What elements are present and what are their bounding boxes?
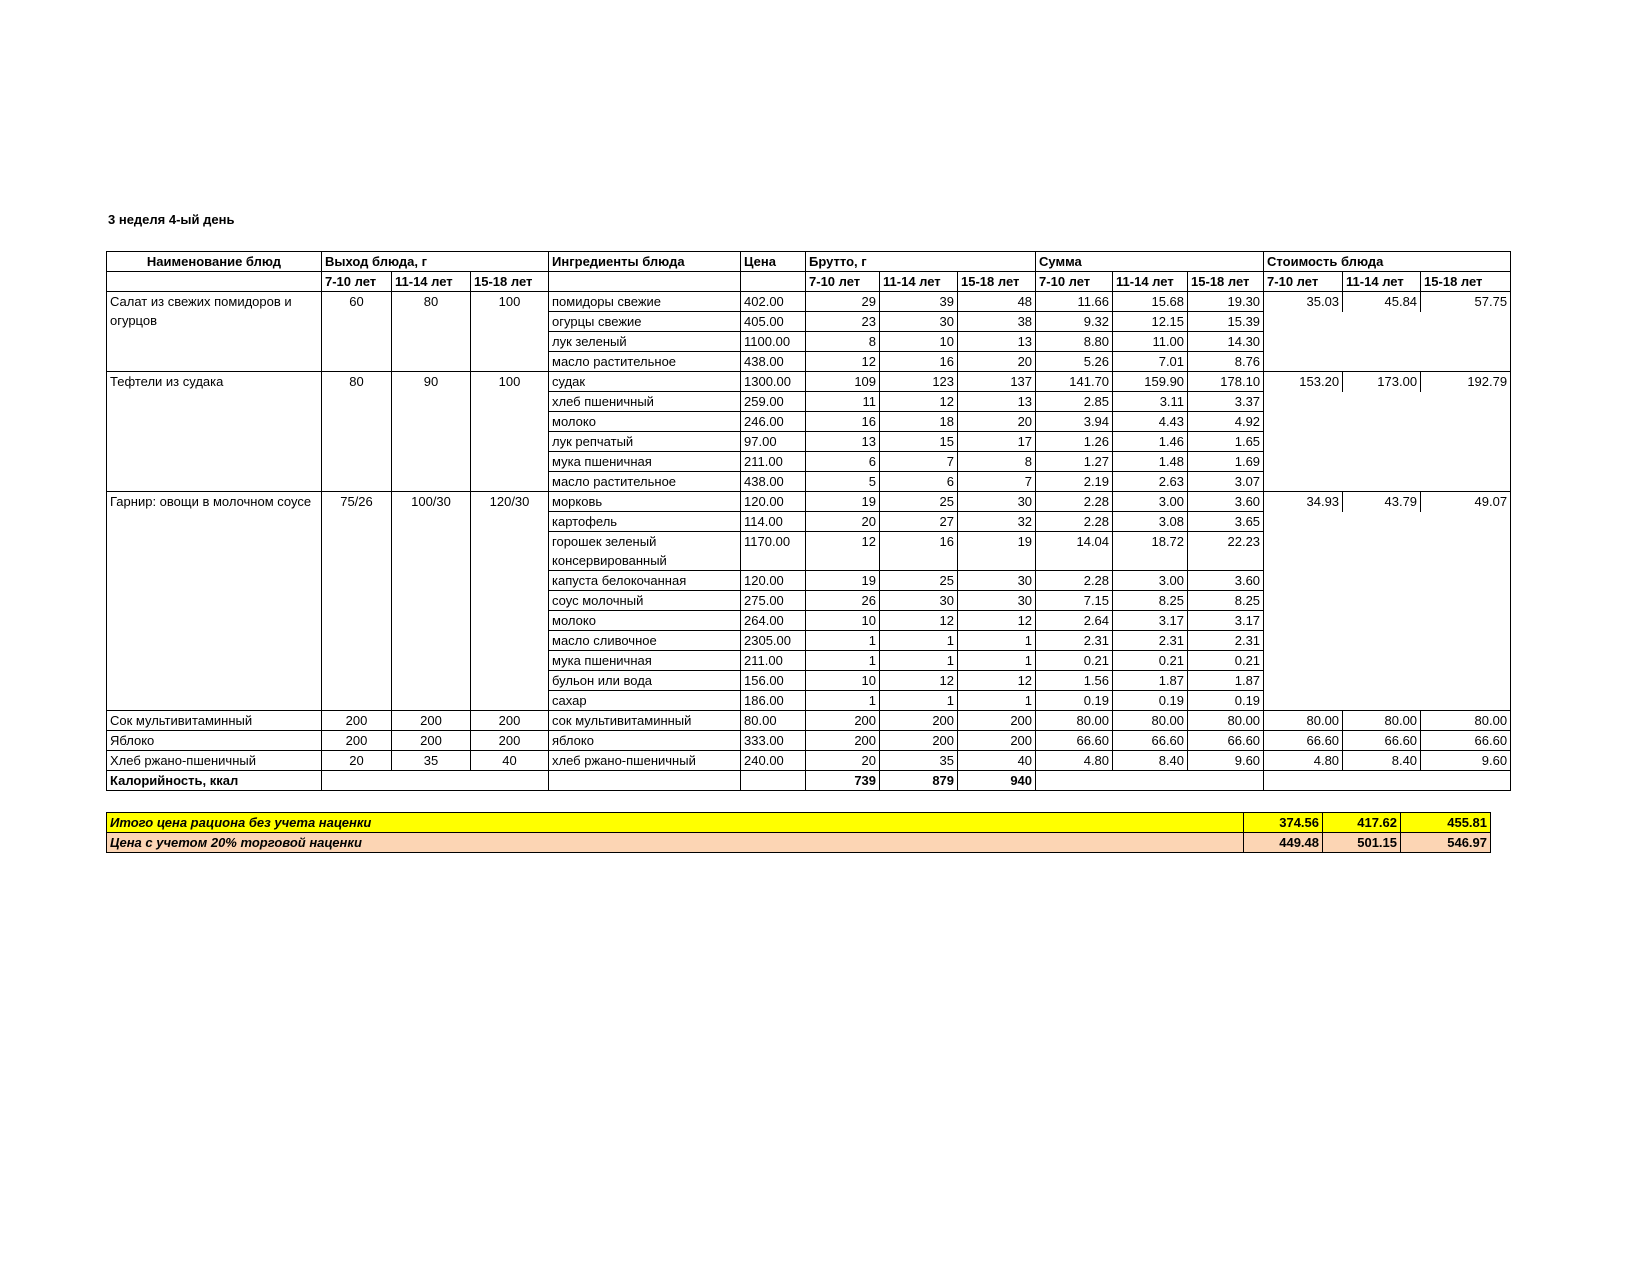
ingredient-sum: 66.60 [1113, 731, 1188, 751]
ingredient-brutto: 20 [958, 352, 1036, 372]
ingredient-sum: 1.27 [1036, 452, 1113, 472]
dish-name: Салат из свежих помидоров и огурцов [107, 292, 322, 372]
ingredient-sum: 1.56 [1036, 671, 1113, 691]
ingredient-sum: 1.65 [1188, 432, 1264, 452]
ingredient-brutto: 10 [806, 611, 880, 631]
dish-name-header: Наименование блюд [107, 252, 322, 272]
dish-yield: 80 [322, 372, 392, 492]
ingredient-price: 97.00 [741, 432, 806, 452]
ingredient-brutto: 30 [958, 571, 1036, 591]
menu-body [107, 292, 1511, 771]
empty-cost-cell [1264, 611, 1511, 631]
ingredient-name: горошек зеленый консервированный [549, 532, 741, 571]
ingredient-sum: 0.19 [1113, 691, 1188, 711]
ingredient-name: сок мультивитаминный [549, 711, 741, 731]
ingredient-brutto: 7 [958, 472, 1036, 492]
ingredient-name: бульон или вода [549, 671, 741, 691]
dish-yield: 100/30 [392, 492, 471, 711]
ingredient-sum: 2.28 [1036, 492, 1113, 512]
ingredient-brutto: 10 [806, 671, 880, 691]
calories-value: 940 [958, 771, 1036, 791]
total-label: Итого цена рациона без учета наценки [107, 813, 1244, 833]
ingredient-price: 186.00 [741, 691, 806, 711]
dish-name: Гарнир: овощи в молочном соусе [107, 492, 322, 711]
dish-cost: 80.00 [1421, 711, 1511, 731]
ingredient-name: соус молочный [549, 591, 741, 611]
ingredient-price: 275.00 [741, 591, 806, 611]
ingredient-price: 2305.00 [741, 631, 806, 651]
dish-cost: 45.84 [1343, 292, 1421, 312]
ingredient-brutto: 18 [880, 412, 958, 432]
totals-table [106, 812, 1491, 853]
menu-table [106, 251, 1511, 791]
age-header: 7-10 лет [322, 272, 392, 292]
ingredient-brutto: 16 [880, 532, 958, 571]
ingredient-name: яблоко [549, 731, 741, 751]
ingredient-sum: 66.60 [1036, 731, 1113, 751]
empty-cost-cell [1264, 392, 1511, 412]
ingredient-name: лук репчатый [549, 432, 741, 452]
ingredient-sum: 2.63 [1113, 472, 1188, 492]
ingredient-sum: 1.48 [1113, 452, 1188, 472]
ingredient-brutto: 12 [806, 532, 880, 571]
ingredient-name: молоко [549, 412, 741, 432]
empty-cost-cell [1264, 452, 1511, 472]
ingredient-brutto: 38 [958, 312, 1036, 332]
empty-cost-cell [1264, 312, 1511, 332]
ingredient-name: масло растительное [549, 472, 741, 492]
ingredient-sum: 2.31 [1188, 631, 1264, 651]
total-row [107, 813, 1491, 833]
ingredient-sum: 3.11 [1113, 392, 1188, 412]
ingredient-name: масло сливочное [549, 631, 741, 651]
ingredient-name: мука пшеничная [549, 651, 741, 671]
ingredient-price: 156.00 [741, 671, 806, 691]
age-header: 15-18 лет [1188, 272, 1264, 292]
ingredient-name: хлеб ржано-пшеничный [549, 751, 741, 771]
calories-value: 739 [806, 771, 880, 791]
total-value: 449.48 [1244, 833, 1323, 853]
dish-yield: 20 [322, 751, 392, 771]
dish-yield: 120/30 [471, 492, 549, 711]
ingredient-name: судак [549, 372, 741, 392]
dish-cost: 35.03 [1264, 292, 1343, 312]
ingredient-row [107, 711, 1511, 731]
empty-cost-cell [1264, 591, 1511, 611]
ingredient-sum: 15.68 [1113, 292, 1188, 312]
ingredient-sum: 7.01 [1113, 352, 1188, 372]
ingredient-sum: 80.00 [1036, 711, 1113, 731]
ingredient-sum: 2.85 [1036, 392, 1113, 412]
total-value: 546.97 [1401, 833, 1491, 853]
ingredient-sum: 14.04 [1036, 532, 1113, 571]
yield-header: Выход блюда, г [322, 252, 549, 272]
ingredient-name: картофель [549, 512, 741, 532]
ingredient-sum: 3.65 [1188, 512, 1264, 532]
ingredient-name: сахар [549, 691, 741, 711]
ingredient-sum: 8.25 [1113, 591, 1188, 611]
ingredient-brutto: 30 [958, 591, 1036, 611]
dish-cost: 66.60 [1264, 731, 1343, 751]
cost-header: Стоимость блюда [1264, 252, 1511, 272]
ingredient-row [107, 751, 1511, 771]
dish-name: Яблоко [107, 731, 322, 751]
ingredient-brutto: 27 [880, 512, 958, 532]
ingredient-brutto: 26 [806, 591, 880, 611]
ingredient-sum: 15.39 [1188, 312, 1264, 332]
ingredient-brutto: 35 [880, 751, 958, 771]
page-title: 3 неделя 4-ый день [108, 212, 235, 227]
ingredient-sum: 0.21 [1036, 651, 1113, 671]
ingredient-row [107, 372, 1511, 392]
ingredient-brutto: 12 [880, 611, 958, 631]
ingredient-name: лук зеленый [549, 332, 741, 352]
total-with-markup-row [107, 833, 1491, 853]
ingredient-price: 211.00 [741, 651, 806, 671]
ingredient-sum: 4.43 [1113, 412, 1188, 432]
calories-row [107, 771, 1511, 791]
ingredient-brutto: 1 [880, 631, 958, 651]
dish-yield: 200 [322, 711, 392, 731]
ingredient-brutto: 39 [880, 292, 958, 312]
ingredient-brutto: 19 [806, 492, 880, 512]
age-header: 15-18 лет [958, 272, 1036, 292]
empty-cost-cell [1264, 691, 1511, 711]
ingredient-sum: 4.80 [1036, 751, 1113, 771]
total-value: 501.15 [1323, 833, 1401, 853]
ingredient-name: капуста белокочанная [549, 571, 741, 591]
ingredient-sum: 0.19 [1036, 691, 1113, 711]
age-header: 15-18 лет [471, 272, 549, 292]
dish-cost: 66.60 [1343, 731, 1421, 751]
ingredient-brutto: 20 [958, 412, 1036, 432]
dish-cost: 43.79 [1343, 492, 1421, 512]
ingredient-sum: 3.94 [1036, 412, 1113, 432]
empty-cell [1036, 771, 1264, 791]
dish-yield: 200 [322, 731, 392, 751]
ingredient-brutto: 17 [958, 432, 1036, 452]
ingredient-brutto: 1 [806, 691, 880, 711]
ingredient-brutto: 6 [806, 452, 880, 472]
dish-yield: 100 [471, 372, 549, 492]
ingredient-brutto: 19 [806, 571, 880, 591]
dish-cost: 80.00 [1343, 711, 1421, 731]
total-value: 374.56 [1244, 813, 1323, 833]
ingredient-brutto: 1 [958, 631, 1036, 651]
ingredient-price: 438.00 [741, 472, 806, 492]
dish-yield: 75/26 [322, 492, 392, 711]
ingredient-sum: 3.07 [1188, 472, 1264, 492]
empty-cost-cell [1264, 671, 1511, 691]
ingredient-brutto: 30 [880, 312, 958, 332]
ingredient-sum: 2.31 [1036, 631, 1113, 651]
ingredient-brutto: 15 [880, 432, 958, 452]
empty-cost-cell [1264, 651, 1511, 671]
calories-value: 879 [880, 771, 958, 791]
ingredient-price: 246.00 [741, 412, 806, 432]
dish-cost: 9.60 [1421, 751, 1511, 771]
ingredient-sum: 18.72 [1113, 532, 1188, 571]
total-value: 417.62 [1323, 813, 1401, 833]
ingredient-name: огурцы свежие [549, 312, 741, 332]
age-header: 11-14 лет [880, 272, 958, 292]
total-value: 455.81 [1401, 813, 1491, 833]
ingredient-sum: 0.19 [1188, 691, 1264, 711]
ingredient-brutto: 200 [806, 711, 880, 731]
ingredient-sum: 1.46 [1113, 432, 1188, 452]
ingredient-sum: 3.17 [1113, 611, 1188, 631]
ingredient-sum: 19.30 [1188, 292, 1264, 312]
ingredient-brutto: 12 [958, 671, 1036, 691]
ingredient-brutto: 32 [958, 512, 1036, 532]
empty-cost-cell [1264, 571, 1511, 591]
ingredient-name: хлеб пшеничный [549, 392, 741, 412]
ingredient-brutto: 12 [958, 611, 1036, 631]
dish-yield: 40 [471, 751, 549, 771]
dish-yield: 200 [471, 711, 549, 731]
dish-yield: 100 [471, 292, 549, 372]
ingredient-brutto: 1 [806, 651, 880, 671]
ingredient-brutto: 200 [958, 731, 1036, 751]
dish-cost: 153.20 [1264, 372, 1343, 392]
ingredient-brutto: 13 [958, 392, 1036, 412]
dish-cost: 34.93 [1264, 492, 1343, 512]
ingredient-sum: 1.87 [1188, 671, 1264, 691]
ingredient-sum: 2.28 [1036, 571, 1113, 591]
total-label: Цена с учетом 20% торговой наценки [107, 833, 1244, 853]
ingredient-brutto: 48 [958, 292, 1036, 312]
ingredient-price: 1100.00 [741, 332, 806, 352]
dish-cost: 8.40 [1343, 751, 1421, 771]
ingredient-brutto: 5 [806, 472, 880, 492]
ingredient-brutto: 29 [806, 292, 880, 312]
ingredient-brutto: 13 [958, 332, 1036, 352]
empty-cell [741, 771, 806, 791]
ingredient-sum: 66.60 [1188, 731, 1264, 751]
ingredient-brutto: 10 [880, 332, 958, 352]
age-header: 15-18 лет [1421, 272, 1511, 292]
ingredient-sum: 1.26 [1036, 432, 1113, 452]
dish-yield: 200 [392, 711, 471, 731]
ingredient-sum: 22.23 [1188, 532, 1264, 571]
empty-cost-cell [1264, 532, 1511, 571]
ingredient-sum: 9.32 [1036, 312, 1113, 332]
ingredient-sum: 3.60 [1188, 492, 1264, 512]
ingredient-price: 120.00 [741, 571, 806, 591]
ingredient-sum: 8.25 [1188, 591, 1264, 611]
empty-cell [549, 771, 741, 791]
ingredient-brutto: 6 [880, 472, 958, 492]
ingredient-brutto: 1 [958, 651, 1036, 671]
ingredient-sum: 8.40 [1113, 751, 1188, 771]
dish-cost: 49.07 [1421, 492, 1511, 512]
dish-name: Хлеб ржано-пшеничный [107, 751, 322, 771]
ingredient-name: мука пшеничная [549, 452, 741, 472]
ingredient-brutto: 1 [806, 631, 880, 651]
dish-name: Сок мультивитаминный [107, 711, 322, 731]
ingredient-brutto: 30 [880, 591, 958, 611]
age-header-row [107, 272, 1511, 292]
ingredient-price: 80.00 [741, 711, 806, 731]
ingredient-name: морковь [549, 492, 741, 512]
ingredient-sum: 4.92 [1188, 412, 1264, 432]
ingredient-brutto: 20 [806, 512, 880, 532]
ingredient-brutto: 30 [958, 492, 1036, 512]
ingredient-sum: 80.00 [1188, 711, 1264, 731]
sum-header: Сумма [1036, 252, 1264, 272]
ingredient-sum: 2.28 [1036, 512, 1113, 532]
age-header: 11-14 лет [392, 272, 471, 292]
empty-cost-cell [1264, 432, 1511, 452]
ingredient-price: 240.00 [741, 751, 806, 771]
ingredient-brutto: 25 [880, 492, 958, 512]
ingredient-brutto: 16 [806, 412, 880, 432]
dish-cost: 4.80 [1264, 751, 1343, 771]
ingredient-brutto: 123 [880, 372, 958, 392]
ingredient-sum: 141.70 [1036, 372, 1113, 392]
brutto-header: Брутто, г [806, 252, 1036, 272]
ingredient-sum: 2.31 [1113, 631, 1188, 651]
ingredient-sum: 8.80 [1036, 332, 1113, 352]
ingredient-brutto: 11 [806, 392, 880, 412]
dish-cost: 192.79 [1421, 372, 1511, 392]
dish-cost: 57.75 [1421, 292, 1511, 312]
ingredient-sum: 11.00 [1113, 332, 1188, 352]
ingredient-brutto: 7 [880, 452, 958, 472]
ingredient-brutto: 8 [806, 332, 880, 352]
header-row [107, 252, 1511, 272]
dish-yield: 90 [392, 372, 471, 492]
ingredient-brutto: 1 [958, 691, 1036, 711]
ingredient-sum: 12.15 [1113, 312, 1188, 332]
ingredient-name: помидоры свежие [549, 292, 741, 312]
ingredient-brutto: 137 [958, 372, 1036, 392]
ingredient-sum: 1.87 [1113, 671, 1188, 691]
dish-cost: 66.60 [1421, 731, 1511, 751]
ingredient-brutto: 16 [880, 352, 958, 372]
ingredient-brutto: 8 [958, 452, 1036, 472]
ingredient-sum: 178.10 [1188, 372, 1264, 392]
price-header: Цена [741, 252, 806, 272]
ingredient-brutto: 200 [880, 711, 958, 731]
ingredient-name: масло растительное [549, 352, 741, 372]
ingredients-header: Ингредиенты блюда [549, 252, 741, 272]
calories-label: Калорийность, ккал [107, 771, 322, 791]
empty-cost-cell [1264, 412, 1511, 432]
empty-cell [1264, 771, 1511, 791]
ingredient-sum: 14.30 [1188, 332, 1264, 352]
ingredient-price: 405.00 [741, 312, 806, 332]
ingredient-brutto: 12 [880, 392, 958, 412]
ingredient-price: 402.00 [741, 292, 806, 312]
ingredient-brutto: 12 [806, 352, 880, 372]
dish-yield: 35 [392, 751, 471, 771]
dish-yield: 200 [392, 731, 471, 751]
ingredient-sum: 9.60 [1188, 751, 1264, 771]
ingredient-brutto: 200 [806, 731, 880, 751]
empty-cost-cell [1264, 631, 1511, 651]
ingredient-brutto: 1 [880, 651, 958, 671]
ingredient-price: 438.00 [741, 352, 806, 372]
ingredient-sum: 3.00 [1113, 492, 1188, 512]
ingredient-price: 1300.00 [741, 372, 806, 392]
ingredient-brutto: 19 [958, 532, 1036, 571]
ingredient-sum: 3.00 [1113, 571, 1188, 591]
ingredient-price: 333.00 [741, 731, 806, 751]
ingredient-sum: 11.66 [1036, 292, 1113, 312]
ingredient-price: 114.00 [741, 512, 806, 532]
empty-cost-cell [1264, 472, 1511, 492]
ingredient-sum: 2.64 [1036, 611, 1113, 631]
ingredient-row [107, 492, 1511, 512]
ingredient-sum: 0.21 [1188, 651, 1264, 671]
ingredient-sum: 159.90 [1113, 372, 1188, 392]
ingredient-sum: 3.08 [1113, 512, 1188, 532]
ingredient-brutto: 23 [806, 312, 880, 332]
ingredient-sum: 3.37 [1188, 392, 1264, 412]
empty-cost-cell [1264, 352, 1511, 372]
dish-yield: 200 [471, 731, 549, 751]
ingredient-row [107, 292, 1511, 312]
ingredient-brutto: 12 [880, 671, 958, 691]
ingredient-brutto: 109 [806, 372, 880, 392]
ingredient-sum: 8.76 [1188, 352, 1264, 372]
dish-cost: 173.00 [1343, 372, 1421, 392]
ingredient-sum: 7.15 [1036, 591, 1113, 611]
ingredient-price: 120.00 [741, 492, 806, 512]
dish-name: Тефтели из судака [107, 372, 322, 492]
age-header: 7-10 лет [1036, 272, 1113, 292]
ingredient-brutto: 40 [958, 751, 1036, 771]
ingredient-sum: 5.26 [1036, 352, 1113, 372]
age-header: 7-10 лет [806, 272, 880, 292]
ingredient-price: 1170.00 [741, 532, 806, 571]
ingredient-row [107, 731, 1511, 751]
dish-yield: 60 [322, 292, 392, 372]
empty-cost-cell [1264, 332, 1511, 352]
ingredient-brutto: 200 [958, 711, 1036, 731]
ingredient-sum: 2.19 [1036, 472, 1113, 492]
ingredient-sum: 0.21 [1113, 651, 1188, 671]
ingredient-brutto: 20 [806, 751, 880, 771]
ingredient-brutto: 1 [880, 691, 958, 711]
ingredient-sum: 1.69 [1188, 452, 1264, 472]
ingredient-brutto: 200 [880, 731, 958, 751]
ingredient-brutto: 25 [880, 571, 958, 591]
ingredient-price: 211.00 [741, 452, 806, 472]
empty-header-cell [549, 272, 741, 292]
ingredient-name: молоко [549, 611, 741, 631]
ingredient-sum: 80.00 [1113, 711, 1188, 731]
ingredient-price: 264.00 [741, 611, 806, 631]
empty-header-cell [107, 272, 322, 292]
age-header: 7-10 лет [1264, 272, 1343, 292]
ingredient-price: 259.00 [741, 392, 806, 412]
age-header: 11-14 лет [1113, 272, 1188, 292]
ingredient-brutto: 13 [806, 432, 880, 452]
ingredient-sum: 3.60 [1188, 571, 1264, 591]
age-header: 11-14 лет [1343, 272, 1421, 292]
dish-yield: 80 [392, 292, 471, 372]
empty-cost-cell [1264, 512, 1511, 532]
ingredient-sum: 3.17 [1188, 611, 1264, 631]
dish-cost: 80.00 [1264, 711, 1343, 731]
empty-header-cell [741, 272, 806, 292]
empty-cell [322, 771, 549, 791]
